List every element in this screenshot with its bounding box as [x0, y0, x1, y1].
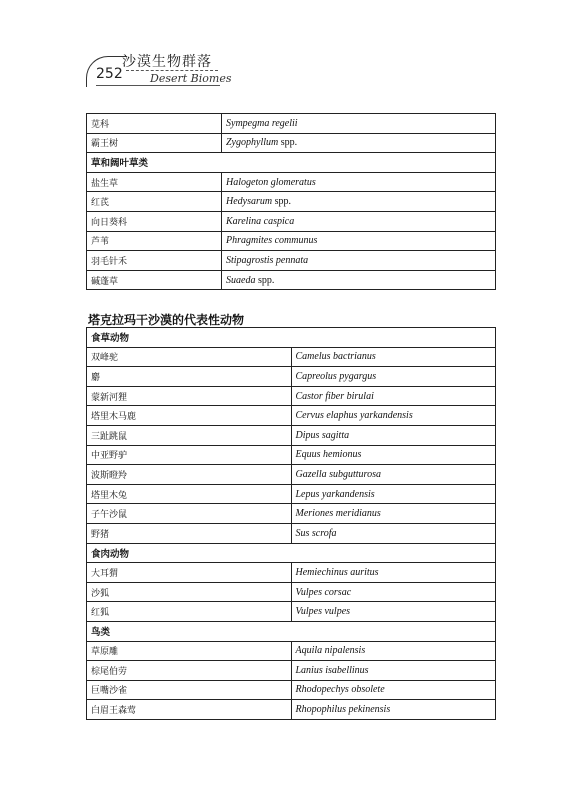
scientific-name-cell [291, 347, 496, 367]
species-suffix: spp. [255, 274, 275, 286]
book-subtitle: Desert Biomes [150, 72, 232, 85]
table-row [87, 661, 496, 681]
common-name-cell: 沙狐 [87, 582, 292, 602]
scientific-name: Vulpes corsac [295, 586, 352, 598]
scientific-name-cell [291, 523, 496, 543]
scientific-name: Lanius isabellinus [295, 664, 369, 676]
plants-table [86, 113, 496, 290]
table-row [87, 523, 496, 543]
scientific-name-cell [291, 563, 496, 583]
scientific-name: Gazella subgutturosa [295, 468, 381, 480]
scientific-name: Meriones meridianus [295, 508, 381, 520]
table-section-row [87, 543, 496, 563]
table-row [87, 172, 496, 192]
common-name-cell: 红芪 [87, 192, 222, 212]
section-label: 鸟类 [87, 621, 496, 641]
table-row [87, 563, 496, 583]
common-name-cell: 棕尾伯劳 [87, 661, 292, 681]
table-row [87, 133, 496, 153]
scientific-name: Karelina caspica [226, 215, 295, 227]
scientific-name: Cervus elaphus yarkandensis [295, 410, 413, 422]
table-row [87, 602, 496, 622]
header-rule [96, 85, 220, 86]
scientific-name: Zygophyllum [226, 137, 279, 149]
scientific-name: Equus hemionus [295, 449, 362, 461]
table-row [87, 386, 496, 406]
plants-table-body [87, 114, 496, 290]
animals-section-title: 塔克拉玛干沙漠的代表性动物 [88, 313, 245, 327]
scientific-name-cell [222, 114, 496, 134]
scientific-name: Rhodopechys obsolete [295, 684, 385, 696]
common-name-cell: 三趾跳鼠 [87, 425, 292, 445]
scientific-name-cell [291, 700, 496, 720]
common-name-cell: 向日葵科 [87, 211, 222, 231]
common-name-cell: 霸王树 [87, 133, 222, 153]
common-name-cell: 中亚野驴 [87, 445, 292, 465]
common-name-cell: 麝 [87, 367, 292, 387]
table-row [87, 251, 496, 271]
table-row [87, 231, 496, 251]
common-name-cell: 野猪 [87, 523, 292, 543]
table-row [87, 347, 496, 367]
common-name-cell: 盐生草 [87, 172, 222, 192]
scientific-name-cell [222, 251, 496, 271]
table-row [87, 504, 496, 524]
scientific-name: Castor fiber birulai [295, 390, 374, 402]
scientific-name-cell [222, 231, 496, 251]
scientific-name: Halogeton glomeratus [226, 176, 316, 188]
scientific-name: Lepus yarkandensis [295, 488, 375, 500]
table-section-row [87, 621, 496, 641]
table-section-row [87, 328, 496, 348]
species-suffix: spp. [278, 137, 298, 149]
animals-table-body [87, 328, 496, 720]
common-name-cell: 子午沙鼠 [87, 504, 292, 524]
scientific-name-cell [222, 211, 496, 231]
table-row [87, 582, 496, 602]
common-name-cell: 红狐 [87, 602, 292, 622]
table-row [87, 465, 496, 485]
table-row [87, 680, 496, 700]
section-label: 草和阔叶草类 [87, 153, 496, 173]
scientific-name: Sus scrofa [295, 527, 337, 539]
table-row [87, 425, 496, 445]
common-name-cell: 芦苇 [87, 231, 222, 251]
common-name-cell: 双峰驼 [87, 347, 292, 367]
scientific-name: Rhopophilus pekinensis [295, 704, 391, 716]
scientific-name-cell [291, 680, 496, 700]
scientific-name: Hemiechinus auritus [295, 566, 379, 578]
scientific-name-cell [291, 641, 496, 661]
common-name-cell: 大耳猬 [87, 563, 292, 583]
table-row [87, 192, 496, 212]
scientific-name: Sympegma regelii [226, 117, 298, 129]
section-label: 食肉动物 [87, 543, 496, 563]
scientific-name: Stipagrostis pennata [226, 254, 309, 266]
page-number: 252 [96, 66, 123, 82]
table-row [87, 700, 496, 720]
scientific-name-cell [291, 386, 496, 406]
table-row [87, 114, 496, 134]
scientific-name-cell [222, 192, 496, 212]
common-name-cell: 塔里木兔 [87, 484, 292, 504]
scientific-name-cell [222, 270, 496, 290]
scientific-name: Suaeda [226, 274, 256, 286]
scientific-name-cell [291, 367, 496, 387]
book-title: 沙漠生物群落 [122, 54, 212, 70]
common-name-cell: 蒙新河狸 [87, 386, 292, 406]
scientific-name-cell [291, 465, 496, 485]
scientific-name-cell [222, 133, 496, 153]
scientific-name: Capreolus pygargus [295, 370, 377, 382]
scientific-name: Hedysarum [226, 196, 273, 208]
animals-table [86, 327, 496, 720]
scientific-name-cell [291, 445, 496, 465]
scientific-name-cell [291, 504, 496, 524]
common-name-cell: 白眉王森莺 [87, 700, 292, 720]
scientific-name-cell [291, 484, 496, 504]
scientific-name: Vulpes vulpes [295, 606, 351, 618]
table-row [87, 211, 496, 231]
common-name-cell: 塔里木马鹿 [87, 406, 292, 426]
scientific-name: Phragmites communus [226, 235, 318, 247]
scientific-name-cell [291, 582, 496, 602]
scientific-name-cell [222, 172, 496, 192]
common-name-cell: 羽毛针禾 [87, 251, 222, 271]
common-name-cell: 苋科 [87, 114, 222, 134]
scientific-name-cell [291, 406, 496, 426]
table-section-row [87, 153, 496, 173]
table-row [87, 406, 496, 426]
common-name-cell: 草原雕 [87, 641, 292, 661]
scientific-name: Camelus bactrianus [295, 351, 376, 363]
section-label: 食草动物 [87, 328, 496, 348]
table-row [87, 445, 496, 465]
common-name-cell: 波斯瞪羚 [87, 465, 292, 485]
scientific-name: Aquila nipalensis [295, 645, 366, 657]
scientific-name-cell [291, 661, 496, 681]
scientific-name-cell [291, 425, 496, 445]
table-row [87, 484, 496, 504]
scientific-name: Dipus sagitta [295, 429, 350, 441]
table-row [87, 367, 496, 387]
table-row [87, 270, 496, 290]
common-name-cell: 巨嘴沙雀 [87, 680, 292, 700]
scientific-name-cell [291, 602, 496, 622]
table-row [87, 641, 496, 661]
species-suffix: spp. [272, 196, 292, 208]
common-name-cell: 碱蓬草 [87, 270, 222, 290]
